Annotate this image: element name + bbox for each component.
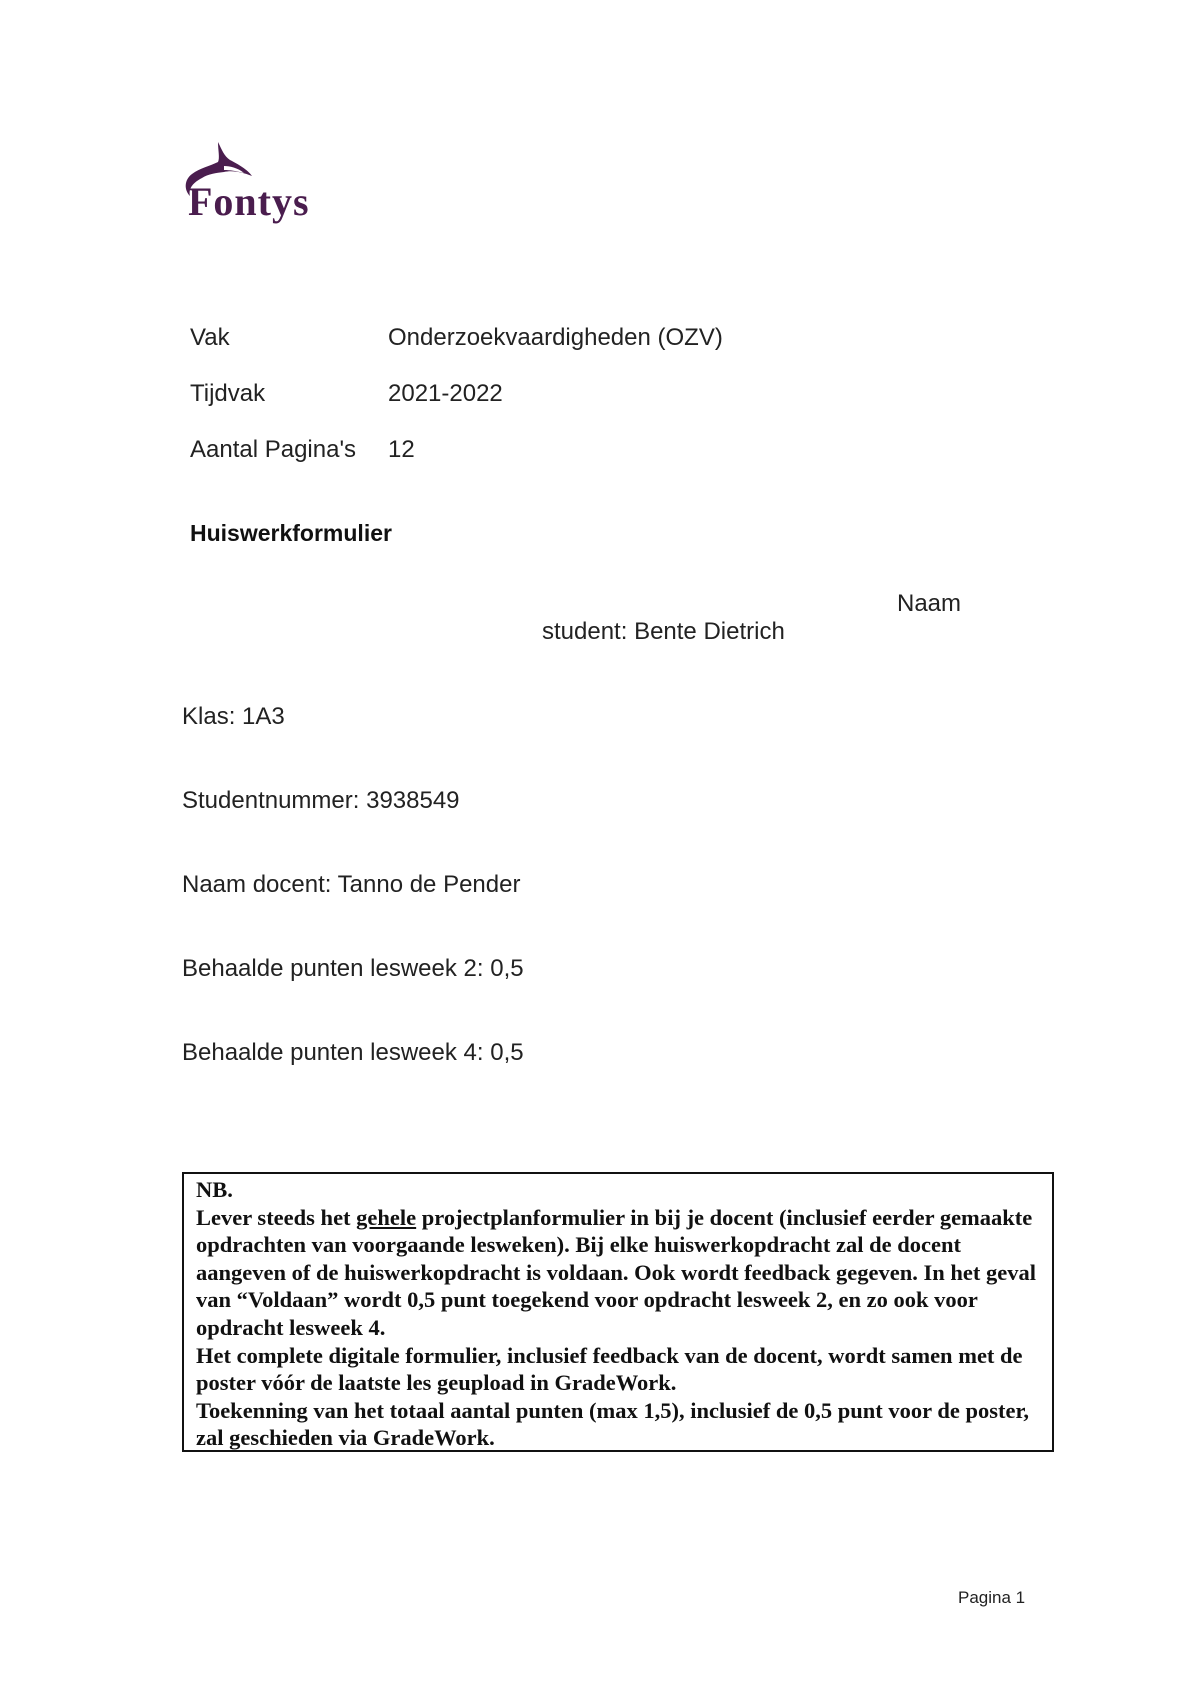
note-p1-start: Lever steeds het (196, 1204, 357, 1230)
note-box (182, 1172, 1054, 1452)
punten-lesweek-4-field: Behaalde punten lesweek 4: 0,5 (182, 1039, 524, 1066)
meta-key: Vak (190, 324, 230, 351)
note-heading: NB. (196, 1177, 233, 1202)
page-number: Pagina 1 (958, 1588, 1026, 1607)
note-p1-underlined: gehele (356, 1204, 417, 1230)
note-paragraph-3: Toekenning van het totaal aantal punten (max 1,5), inclusief de 0,5 punt voor de poster, zal geschieden via GradeWork. (196, 1397, 1030, 1451)
meta-key: Tijdvak (190, 380, 266, 407)
docent-field: Naam docent: Tanno de Pender (182, 871, 521, 898)
student-name: student: Bente Dietrich (542, 618, 785, 645)
naam-label: Naam (897, 590, 962, 617)
klas-field: Klas: 1A3 (182, 703, 285, 730)
meta-value: 2021-2022 (388, 380, 503, 407)
meta-value: 12 (388, 436, 415, 463)
meta-value: Onderzoekvaardigheden (OZV) (388, 324, 723, 351)
note-p1-rest: projectplanformulier in bij je docent (inclusief eerder gemaakte opdrachten van voorgaande lesweken). Bij elke huiswerkopdracht zal de docent aangeven of de huiswerkopdracht is voldaan. Ook wordt feedback gegeven. In het geval van “Voldaan” wordt 0,5 punt toegekend voor opdracht lesweek 2, en zo ook voor opdracht lesweek 4. (196, 1204, 1037, 1340)
logo-wordmark: Fontys (188, 179, 310, 224)
fontys-logo (180, 140, 330, 230)
page-title: Huiswerkformulier (190, 520, 392, 546)
note-paragraph-1 (196, 1204, 1040, 1342)
studentnummer-field: Studentnummer: 3938549 (182, 787, 460, 814)
meta-key: Aantal Pagina's (190, 436, 357, 463)
punten-lesweek-2-field: Behaalde punten lesweek 2: 0,5 (182, 955, 524, 982)
note-paragraph-2: Het complete digitale formulier, inclusief feedback van de docent, wordt samen met de poster vóór de laatste les geupload in GradeWork. (196, 1342, 1023, 1396)
